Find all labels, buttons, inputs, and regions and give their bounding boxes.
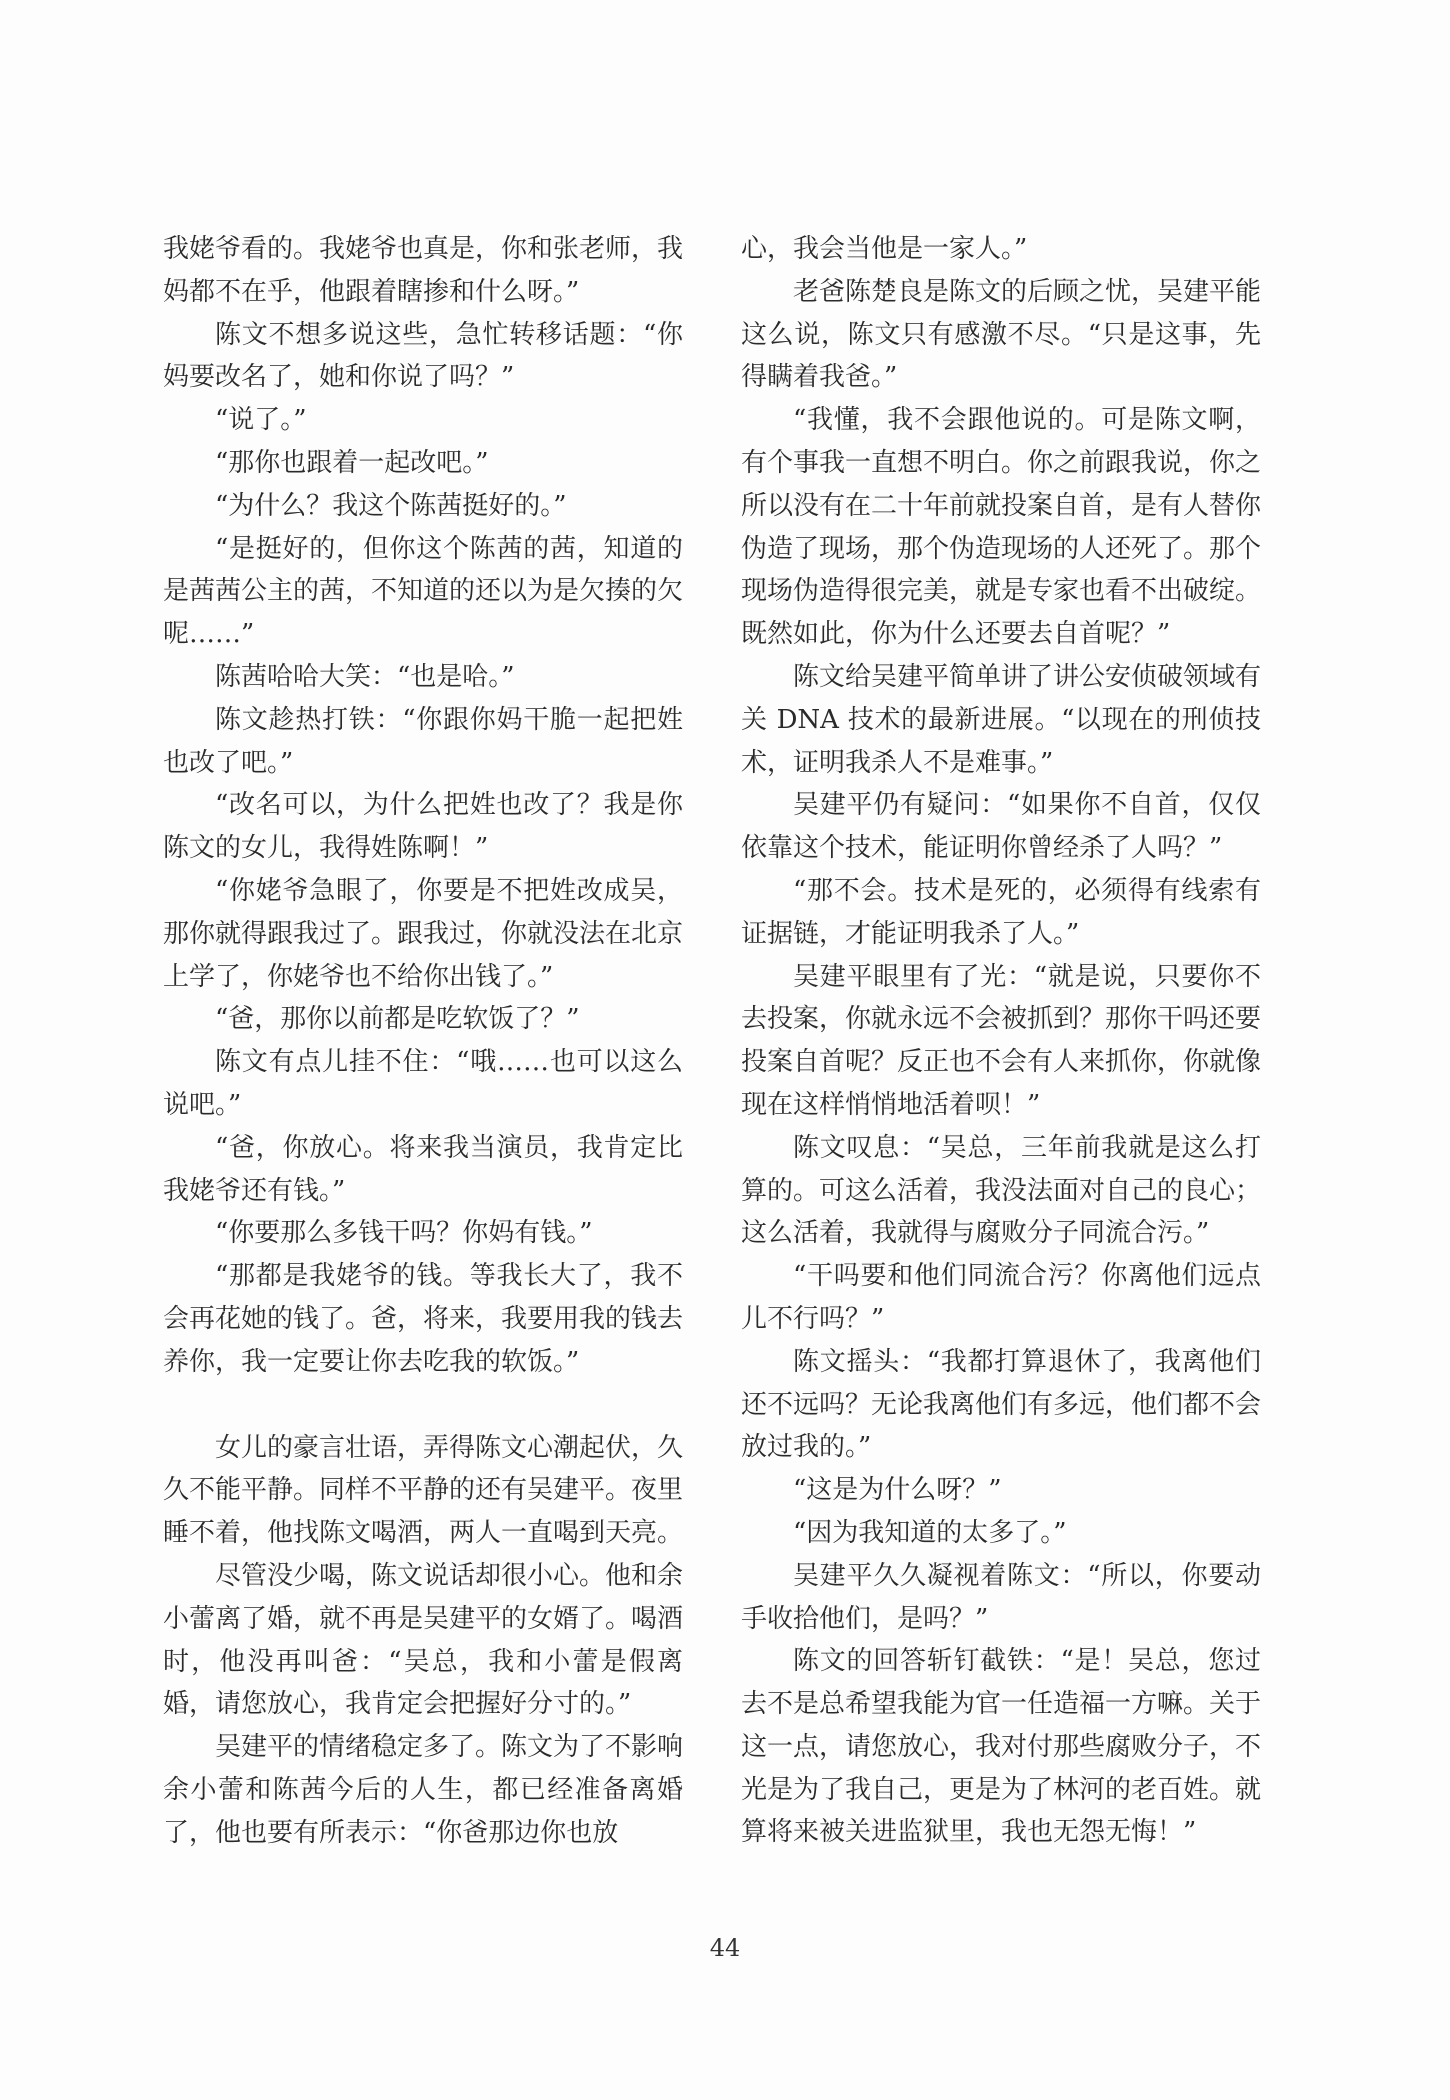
page-number: 44 (709, 1934, 741, 1962)
paragraph: “改名可以，为什么把姓也改了？我是你陈文的女儿，我得姓陈啊！” (163, 790, 683, 864)
paragraph: “因为我知道的太多了。” (793, 1517, 1067, 1548)
paragraph: 陈茜哈哈大笑：“也是哈。” (215, 661, 515, 692)
paragraph: 女儿的豪言壮语，弄得陈文心潮起伏，久久不能平静。同样不平静的还有吴建平。夜里睡不着，他找陈文喝酒，两人一直喝到天亮。 (163, 1432, 684, 1549)
paragraph: “那你也跟着一起改吧。” (215, 447, 489, 478)
paragraph: 陈文的回答斩钉截铁：“是！吴总，您过去不是总希望我能为官一任造福一方嘛。关于这一点，请您放心，我对付那些腐败分子，不光是为了我自己，更是为了林河的老百姓。就算将来被关进监狱里，我也无怨无悔！” (741, 1646, 1262, 1848)
left-text-column (163, 228, 683, 1854)
paragraph: “这是为什么呀？” (793, 1475, 1002, 1506)
paragraph: 陈文有点儿挂不住：“哦……也可以这么说吧。” (163, 1047, 683, 1120)
paragraph: 老爸陈楚良是陈文的后顾之忧，吴建平能这么说，陈文只有感激不尽。“只是这事，先得瞒着我爸。” (741, 276, 1262, 393)
paragraph: “爸，那你以前都是吃软饭了？” (215, 1004, 580, 1035)
right-text-column (741, 228, 1261, 1854)
paragraph: “我懂，我不会跟他说的。可是陈文啊，有个事我一直想不明白。你之前跟我说，你之所以没有在二十年前就投案自首，是有人替你伪造了现场，那个伪造现场的人还死了。那个现场伪造得很完美，就是专家也看不出破绽。既然如此，你为什么还要去自首呢？” (741, 405, 1262, 650)
paragraph: 尽管没少喝，陈文说话却很小心。他和余小蕾离了婚，就不再是吴建平的女婿了。喝酒时，他没再叫爸：“吴总，我和小蕾是假离婚，请您放心，我肯定会把握好分寸的。” (163, 1560, 684, 1720)
paragraph: 吴建平仍有疑问：“如果你不自首，仅仅依靠这个技术，能证明你曾经杀了人吗？” (741, 790, 1261, 864)
paragraph: “那都是我姥爷的钱。等我长大了，我不会再花她的钱了。爸，将来，我要用我的钱去养你，我一定要让你去吃我的软饭。” (163, 1261, 684, 1377)
paragraph: 陈文摇头：“我都打算退休了，我离他们还不远吗？无论我离他们有多远，他们都不会放过我的。” (741, 1346, 1262, 1463)
paragraph: 吴建平眼里有了光：“就是说，只要你不去投案，你就永远不会被抓到？那你干吗还要投案自首呢？反正也不会有人来抓你，你就像现在这样悄悄地活着呗！” (741, 961, 1262, 1120)
paragraph: 陈文趁热打铁：“你跟你妈干脆一起把姓也改了吧。” (163, 704, 683, 778)
paragraph: “你姥爷急眼了，你要是不把姓改成吴，那你就得跟我过了。跟我过，你就没法在北京上学了，你姥爷也不给你出钱了。” (163, 875, 684, 992)
paragraph: “你要那么多钱干吗？你妈有钱。” (215, 1218, 593, 1249)
paragraph: 吴建平久久凝视着陈文：“所以，你要动手收拾他们，是吗？” (741, 1560, 1261, 1634)
section-break (163, 1384, 683, 1427)
paragraph: “是挺好的，但你这个陈茜的茜，知道的是茜茜公主的茜，不知道的还以为是欠揍的欠呢……” (163, 533, 684, 650)
paragraph: 我姥爷看的。我姥爷也真是，你和张老师，我妈都不在乎，他跟着瞎掺和什么呀。” (163, 234, 684, 307)
paragraph: “那不会。技术是死的，必须得有线索有证据链，才能证明我杀了人。” (741, 875, 1261, 949)
paragraph: “爸，你放心。将来我当演员，我肯定比我姥爷还有钱。” (163, 1132, 683, 1206)
paragraph: “说了。” (215, 405, 307, 436)
paragraph: 陈文叹息：“吴总，三年前我就是这么打算的。可这么活着，我没法面对自己的良心；这么活着，我就得与腐败分子同流合污。” (741, 1132, 1262, 1249)
paragraph: “干吗要和他们同流合污？你离他们远点儿不行吗？” (741, 1261, 1261, 1334)
paragraph: 吴建平的情绪稳定多了。陈文为了不影响余小蕾和陈茜今后的人生，都已经准备离婚了，他也要有所表示：“你爸那边你也放 (163, 1732, 684, 1848)
paragraph: 陈文给吴建平简单讲了讲公安侦破领域有关 DNA 技术的最新进展。“以现在的刑侦技术，证明我杀人不是难事。” (741, 661, 1262, 778)
paragraph: “为什么？我这个陈茜挺好的。” (215, 490, 567, 521)
paragraph: 陈文不想多说这些，急忙转移话题：“你妈要改名了，她和你说了吗？” (163, 319, 683, 393)
paragraph: 心，我会当他是一家人。” (741, 234, 1028, 264)
